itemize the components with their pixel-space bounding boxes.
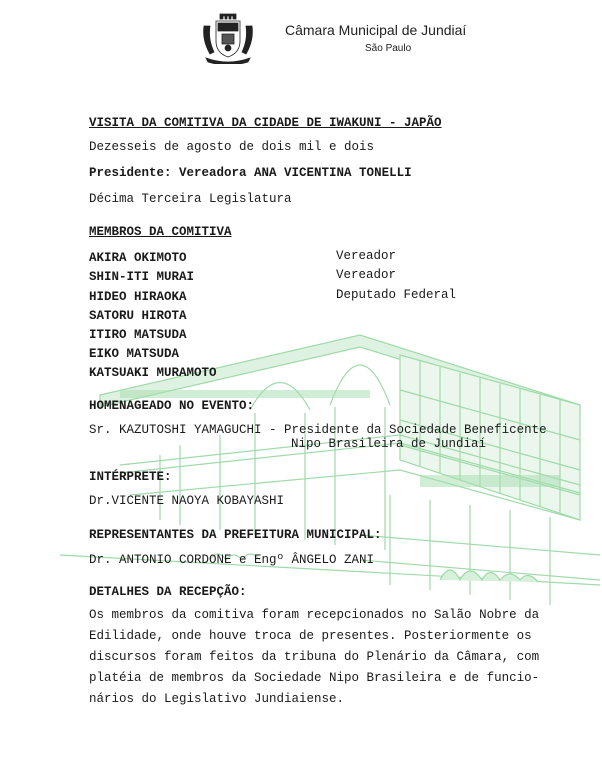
organization-city: São Paulo (365, 43, 412, 54)
member-role: Vereador (336, 268, 397, 282)
paragraph-line: Edilidade, onde houve troca de presentes. Posteriormente os (89, 629, 532, 643)
representatives-heading: REPRESENTANTES DA PREFEITURA MUNICIPAL: (89, 528, 382, 542)
building-watermark (60, 295, 600, 625)
honoree-line-1: Sr. KAZUTOSHI YAMAGUCHI - Presidente da Sociedade Beneficente (89, 423, 547, 437)
interpreter-heading: INTÉRPRETE: (89, 470, 172, 484)
honoree-line-2: Nipo Brasileira de Jundiaí (291, 437, 487, 451)
member-name: ITIRO MATSUDA (89, 328, 187, 342)
members-heading: MEMBROS DA COMITIVA (89, 225, 232, 239)
representatives-value: Dr. ANTONIO CORDONE e Engº ÂNGELO ZANI (89, 553, 375, 567)
member-name: SATORU HIROTA (89, 309, 187, 323)
president-line (89, 166, 412, 180)
member-name: HIDEO HIRAOKA (89, 290, 187, 304)
member-name: KATSUAKI MURAMOTO (89, 366, 217, 380)
paragraph-line: nários do Legislativo Jundiaiense. (89, 692, 345, 706)
reception-paragraph (89, 605, 559, 710)
honoree-heading: HOMENAGEADO NO EVENTO: (89, 399, 255, 413)
document-title: VISITA DA COMITIVA DA CIDADE DE IWAKUNI - JAPÃO (89, 116, 442, 130)
paragraph-line: Os membros da comitiva foram recepcionados no Salão Nobre da (89, 608, 540, 622)
member-role: Deputado Federal (336, 288, 457, 302)
member-name: SHIN-ITI MURAI (89, 270, 195, 284)
paragraph-line: platéia de membros da Sociedade Nipo Brasileira e de funcio- (89, 671, 540, 685)
event-date: Dezesseis de agosto de dois mil e dois (89, 140, 375, 154)
reception-heading: DETALHES DA RECEPÇÃO: (89, 585, 247, 599)
legislature: Décima Terceira Legislatura (89, 192, 292, 206)
president-label: Presidente: (89, 166, 172, 180)
member-name: EIKO MATSUDA (89, 347, 180, 361)
member-name: AKIRA OKIMOTO (89, 251, 187, 265)
municipal-coat-of-arms-icon (200, 12, 256, 64)
organization-name: Câmara Municipal de Jundiaí (285, 22, 467, 38)
member-role: Vereador (336, 249, 397, 263)
president-value: Vereadora ANA VICENTINA TONELLI (179, 166, 412, 180)
paragraph-line: discursos foram feitos da tribuna do Plenário da Câmara, com (89, 650, 540, 664)
interpreter-value: Dr.VICENTE NAOYA KOBAYASHI (89, 494, 285, 508)
